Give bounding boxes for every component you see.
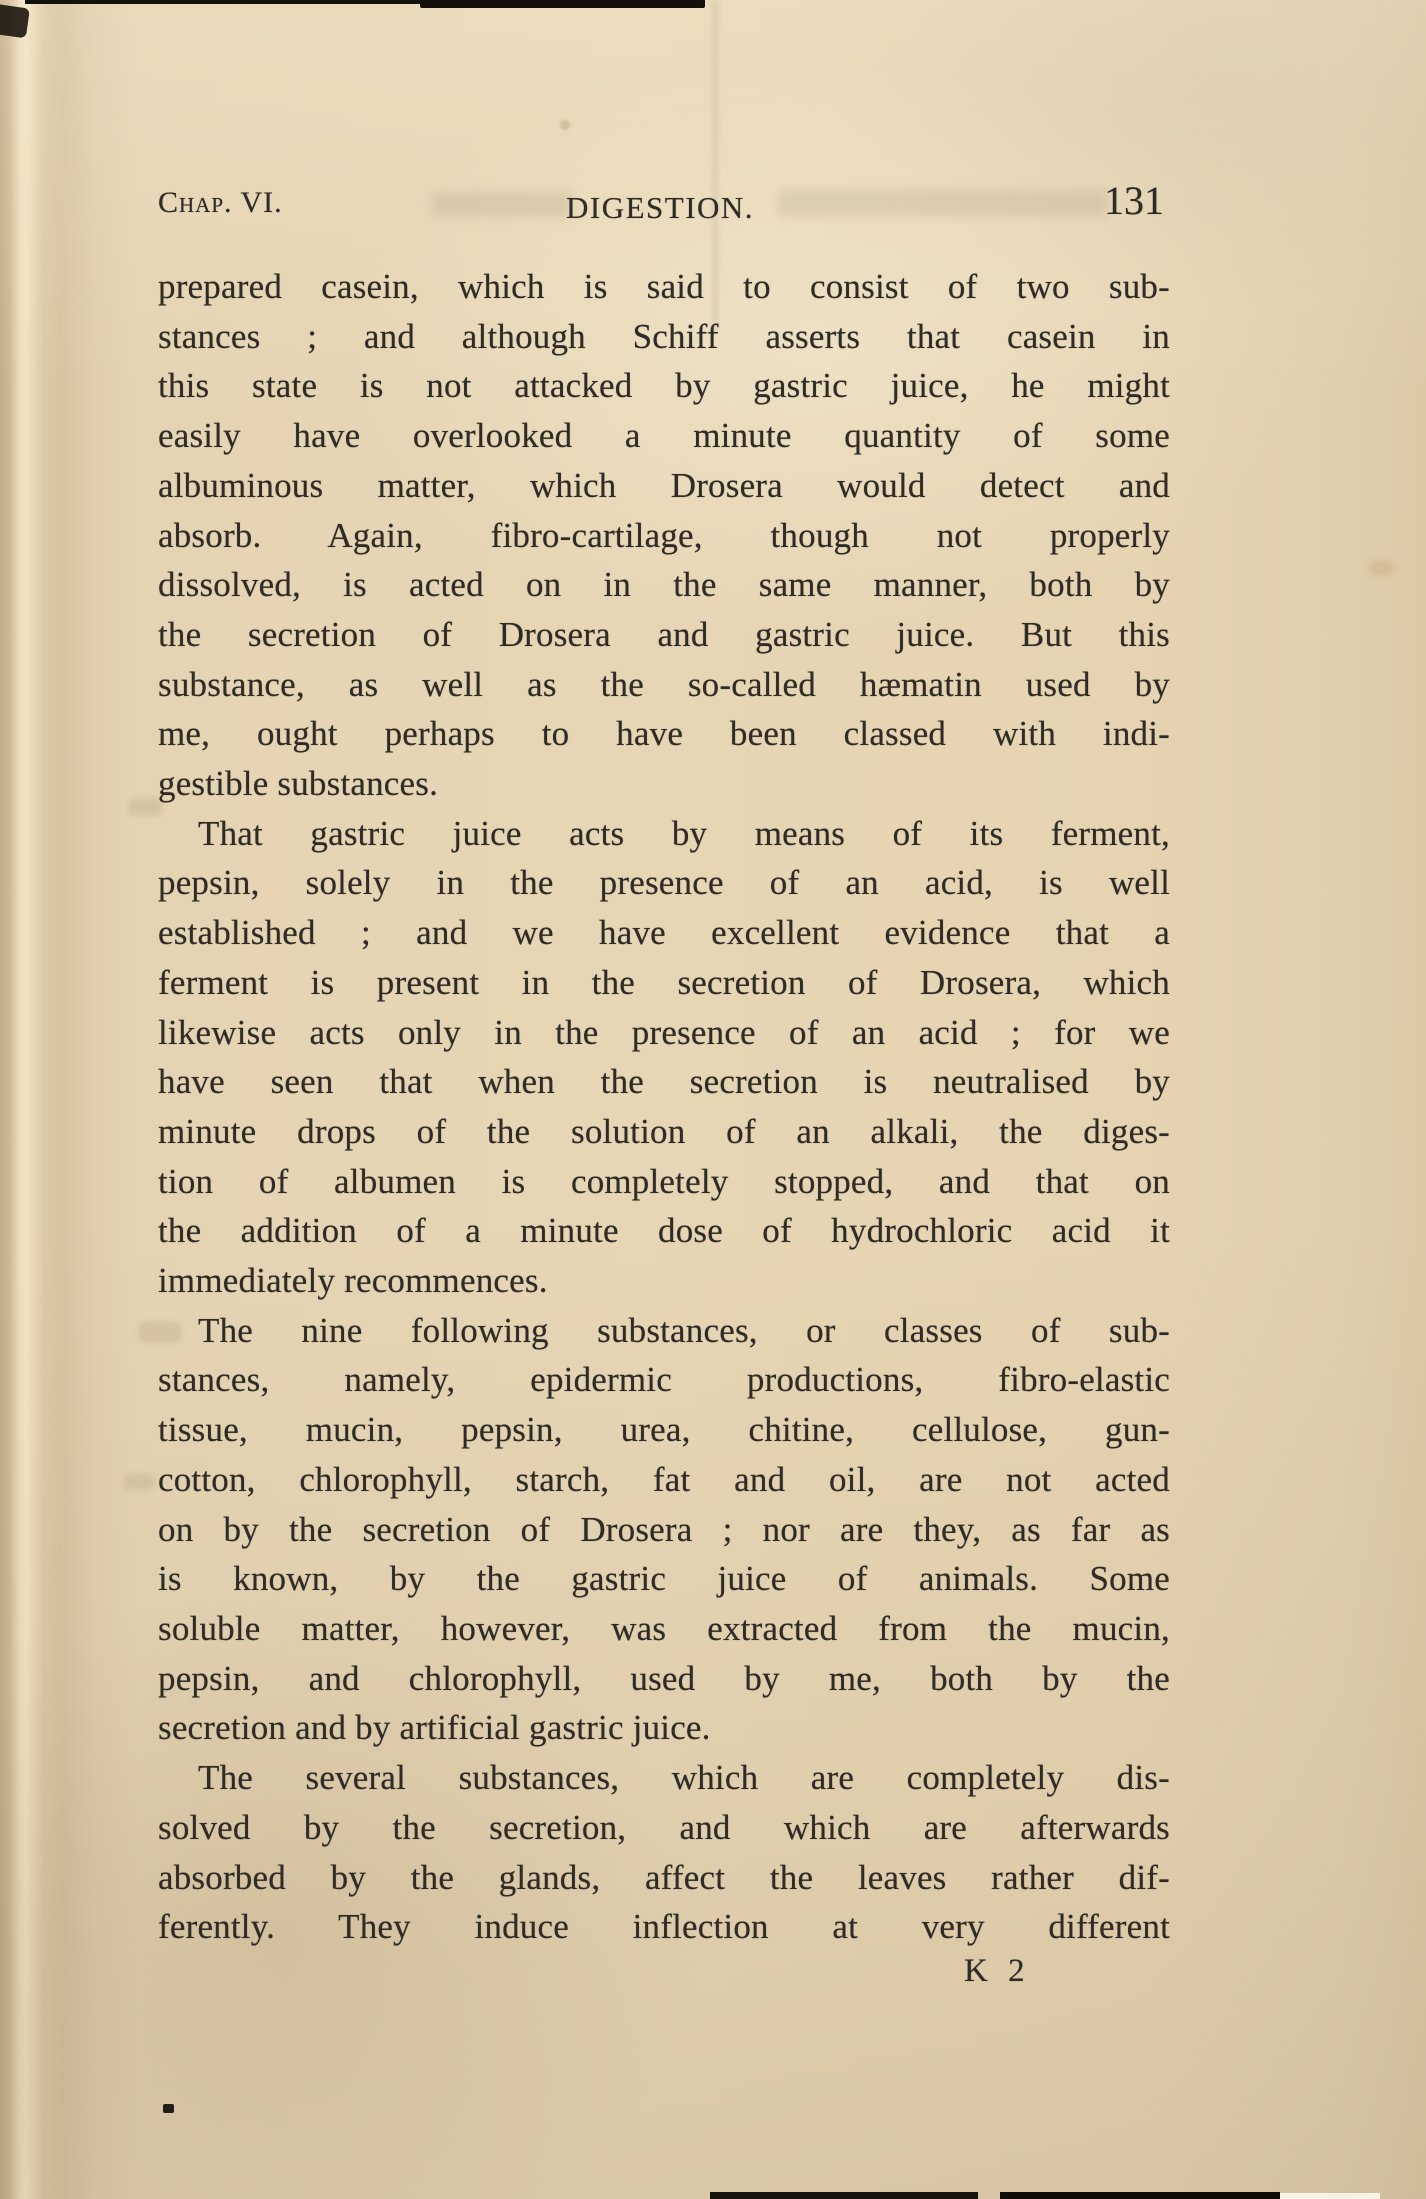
text-line: The nine following substances, or classes of sub-	[198, 1310, 1170, 1350]
paper-stain	[1368, 560, 1394, 576]
text-line: minute drops of the solution of an alkali, the diges-	[158, 1111, 1170, 1151]
text-line: albuminous matter, which Drosera would detect and	[158, 465, 1170, 505]
text-line: tion of albumen is completely stopped, and that on	[158, 1161, 1170, 1201]
text-line: tissue, mucin, pepsin, urea, chitine, cellulose, gun-	[158, 1410, 1170, 1450]
text-line: immediately recommences.	[158, 1261, 548, 1301]
chapter-label: Chap. VI.	[158, 186, 283, 219]
text-line: gestible substances.	[158, 764, 439, 804]
text-line: soluble matter, however, was extracted from the mucin,	[158, 1608, 1170, 1648]
text-line: stances, namely, epidermic productions, fibro-elastic	[158, 1360, 1170, 1400]
paper-stain	[560, 120, 570, 130]
scan-bottom-edge-artifact	[710, 2192, 978, 2199]
text-line: absorbed by the glands, affect the leaves rather dif-	[158, 1857, 1170, 1897]
text-line: substance, as well as the so-called hæmatin used by	[158, 664, 1170, 704]
text-line: on by the secretion of Drosera ; nor are they, as far as	[158, 1509, 1170, 1549]
text-line: is known, by the gastric juice of animals. Some	[158, 1559, 1170, 1599]
text-line: ferment is present in the secretion of Drosera, which	[158, 962, 1170, 1002]
text-line: the addition of a minute dose of hydrochloric acid it	[158, 1211, 1170, 1251]
text-line: prepared casein, which is said to consist of two sub-	[158, 267, 1170, 306]
text-line: dissolved, is acted on in the same manner, both by	[158, 565, 1170, 605]
text-line: have seen that when the secretion is neutralised by	[158, 1062, 1170, 1102]
scan-bottom-edge-artifact	[1000, 2192, 1280, 2199]
scan-corner-artifact	[0, 4, 30, 39]
printers-signature-mark: K 2	[964, 1953, 1031, 1989]
text-line: established ; and we have excellent evidence that a	[158, 913, 1170, 953]
text-line: That gastric juice acts by means of its ferment,	[198, 813, 1170, 853]
text-line: pepsin, and chlorophyll, used by me, both by the	[158, 1658, 1170, 1698]
ink-showthrough-smudge	[128, 798, 162, 816]
page-title: DIGESTION.	[566, 190, 755, 225]
ink-showthrough-smudge	[778, 190, 1108, 216]
text-line: solved by the secretion, and which are afterwards	[158, 1807, 1170, 1847]
text-line: secretion and by artificial gastric juice.	[158, 1708, 711, 1748]
text-line: The several substances, which are completely dis-	[198, 1758, 1170, 1798]
text-line: this state is not attacked by gastric juice, he might	[158, 366, 1170, 406]
scan-bottom-edge-white	[1280, 2193, 1380, 2199]
ink-speck	[163, 2104, 174, 2113]
text-line: likewise acts only in the presence of an acid ; for we	[158, 1012, 1170, 1052]
body-text-block	[158, 262, 1170, 1952]
text-line: stances ; and although Schiff asserts that casein in	[158, 316, 1170, 356]
text-line: easily have overlooked a minute quantity of some	[158, 416, 1170, 456]
text-line: ferently. They induce inflection at very different	[158, 1907, 1170, 1947]
text-line: the secretion of Drosera and gastric juice. But this	[158, 614, 1170, 654]
page-number: 131	[1104, 178, 1164, 223]
text-line: cotton, chlorophyll, starch, fat and oil, are not acted	[158, 1459, 1170, 1499]
text-line: pepsin, solely in the presence of an acid, is well	[158, 863, 1170, 903]
scan-top-edge-artifact-thick	[420, 0, 705, 8]
ink-showthrough-smudge	[432, 193, 572, 216]
ink-showthrough-smudge	[124, 1474, 154, 1490]
text-line: me, ought perhaps to have been classed with indi-	[158, 714, 1170, 754]
text-line: absorb. Again, fibro-cartilage, though not properly	[158, 515, 1170, 555]
